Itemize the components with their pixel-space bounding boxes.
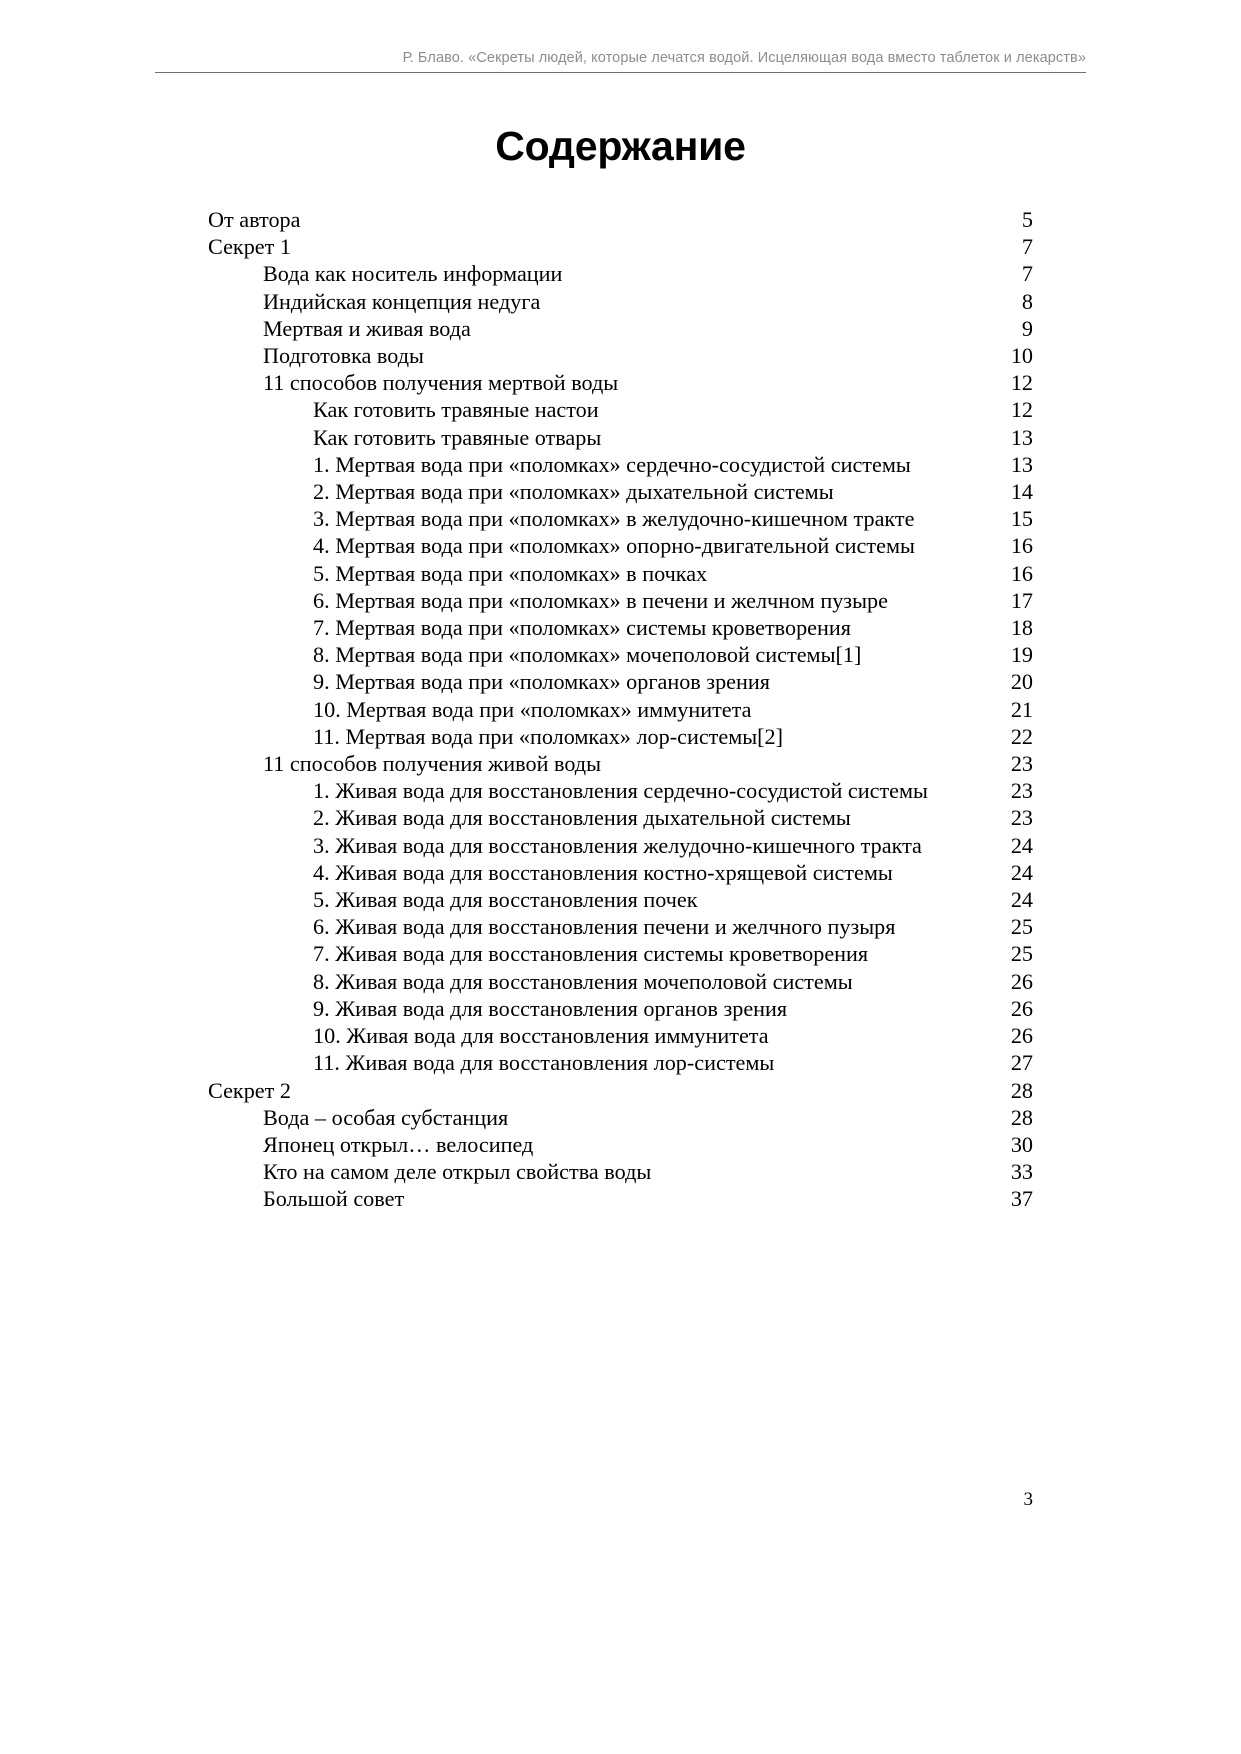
toc-entry[interactable]: [208, 832, 1033, 859]
toc-entry-page-number: 13: [1010, 424, 1033, 450]
toc-entry-label: 10. Живая вода для восстановления иммунитета: [313, 1023, 769, 1049]
toc-entry-label: Как готовить травяные отвары: [313, 424, 602, 450]
toc-entry-label: 8. Живая вода для восстановления мочеполовой системы: [313, 968, 853, 994]
toc-entry[interactable]: [208, 342, 1033, 369]
toc-entry-page-number: 23: [1010, 778, 1033, 804]
toc-entry-label: Большой совет: [263, 1186, 405, 1212]
toc-entry[interactable]: [208, 859, 1033, 886]
toc-entry-label: Японец открыл… велосипед: [263, 1131, 534, 1157]
toc-entry[interactable]: [208, 777, 1033, 804]
toc-entry-page-number: 23: [1010, 751, 1033, 777]
toc-entry-label: 11 способов получения живой воды: [263, 751, 601, 777]
toc-entry-label: 3. Мертвая вода при «поломках» в желудочно-кишечном тракте: [313, 506, 915, 532]
toc-entry-page-number: 7: [1021, 261, 1033, 287]
toc-entry-label: Кто на самом деле открыл свойства воды: [263, 1159, 652, 1185]
toc-entry-page-number: 30: [1010, 1131, 1033, 1157]
toc-entry-page-number: 21: [1010, 696, 1033, 722]
toc-entry-label: Как готовить травяные настои: [313, 397, 599, 423]
toc-entry-page-number: 9: [1021, 315, 1033, 341]
toc-entry-page-number: 25: [1010, 941, 1033, 967]
toc-entry-label: 5. Живая вода для восстановления почек: [313, 887, 698, 913]
toc-entry[interactable]: [208, 1104, 1033, 1131]
toc-entry-page-number: 27: [1010, 1050, 1033, 1076]
toc-entry-page-number: 23: [1010, 805, 1033, 831]
toc-entry-label: 5. Мертвая вода при «поломках» в почках: [313, 560, 708, 586]
toc-entry[interactable]: [208, 560, 1033, 587]
toc-entry-label: Секрет 1: [208, 234, 291, 260]
toc-entry-page-number: 26: [1010, 995, 1033, 1021]
toc-entry[interactable]: [208, 668, 1033, 695]
toc-entry-label: 2. Живая вода для восстановления дыхательной системы: [313, 805, 851, 831]
toc-entry-label: 7. Живая вода для восстановления системы кроветворения: [313, 941, 869, 967]
toc-entry-page-number: 25: [1010, 914, 1033, 940]
toc-entry-label: 11 способов получения мертвой воды: [263, 370, 619, 396]
toc-entry-label: 8. Мертвая вода при «поломках» мочеполовой системы[1]: [313, 642, 862, 668]
toc-entry-page-number: 14: [1010, 479, 1033, 505]
toc-entry[interactable]: [208, 750, 1033, 777]
toc-entry-page-number: 18: [1010, 615, 1033, 641]
toc-entry-label: 11. Мертвая вода при «поломках» лор-системы[2]: [313, 723, 784, 749]
toc-entry[interactable]: [208, 396, 1033, 423]
toc-entry-page-number: 24: [1010, 887, 1033, 913]
toc-entry-label: 6. Мертвая вода при «поломках» в печени и желчном пузыре: [313, 587, 888, 613]
toc-entry[interactable]: [208, 1049, 1033, 1076]
table-of-contents: [208, 206, 1033, 1213]
page-title: Содержание: [495, 123, 746, 169]
toc-entry-page-number: 26: [1010, 968, 1033, 994]
toc-entry[interactable]: [208, 1022, 1033, 1049]
toc-entry-page-number: 28: [1010, 1077, 1033, 1103]
toc-entry[interactable]: [208, 804, 1033, 831]
toc-entry-label: 9. Мертвая вода при «поломках» органов зрения: [313, 669, 770, 695]
toc-entry-page-number: 7: [1021, 234, 1033, 260]
toc-entry-page-number: 12: [1010, 397, 1033, 423]
toc-entry-page-number: 5: [1021, 207, 1033, 232]
toc-entry[interactable]: [208, 233, 1033, 260]
toc-entry[interactable]: [208, 505, 1033, 532]
toc-entry-page-number: 24: [1010, 859, 1033, 885]
toc-entry-page-number: 16: [1010, 533, 1033, 559]
toc-entry-label: 4. Мертвая вода при «поломках» опорно-двигательной системы: [313, 533, 915, 559]
toc-entry-label: 6. Живая вода для восстановления печени и желчного пузыря: [313, 914, 896, 940]
toc-entry-label: 11. Живая вода для восстановления лор-системы: [313, 1050, 775, 1076]
header-divider: [155, 72, 1086, 73]
toc-entry[interactable]: [208, 696, 1033, 723]
toc-entry-page-number: 22: [1010, 723, 1033, 749]
toc-entry-page-number: 8: [1021, 288, 1033, 314]
toc-entry[interactable]: [208, 206, 1033, 233]
running-header-text: Р. Блаво. «Секреты людей, которые лечатся водой. Исцеляющая вода вместо таблеток и лекарств»: [402, 50, 1086, 66]
toc-entry-page-number: 10: [1010, 343, 1033, 369]
toc-entry-label: 1. Живая вода для восстановления сердечно-сосудистой системы: [313, 778, 928, 804]
toc-entry-label: Вода – особая субстанция: [263, 1104, 509, 1130]
toc-entry-label: От автора: [208, 207, 301, 232]
toc-entry[interactable]: [208, 315, 1033, 342]
toc-entry[interactable]: [208, 260, 1033, 287]
toc-entry[interactable]: [208, 1077, 1033, 1104]
toc-entry[interactable]: [208, 369, 1033, 396]
toc-entry-label: Секрет 2: [208, 1077, 291, 1103]
toc-entry-page-number: 17: [1010, 587, 1033, 613]
page-folio: 3: [1023, 1489, 1033, 1510]
toc-entry-label: 4. Живая вода для восстановления костно-хрящевой системы: [313, 859, 893, 885]
toc-entry[interactable]: [208, 1185, 1033, 1212]
toc-entry-page-number: 33: [1010, 1159, 1033, 1185]
toc-entry-label: 2. Мертвая вода при «поломках» дыхательной системы: [313, 479, 834, 505]
toc-entry[interactable]: [208, 940, 1033, 967]
toc-entry[interactable]: [208, 913, 1033, 940]
toc-entry[interactable]: [208, 1131, 1033, 1158]
toc-entry[interactable]: [208, 451, 1033, 478]
toc-entry-page-number: 15: [1010, 506, 1033, 532]
toc-entry-label: 1. Мертвая вода при «поломках» сердечно-сосудистой системы: [313, 451, 911, 477]
toc-entry[interactable]: [208, 723, 1033, 750]
toc-entry-page-number: 12: [1010, 370, 1033, 396]
toc-entry-label: 9. Живая вода для восстановления органов зрения: [313, 995, 788, 1021]
toc-entry-page-number: 19: [1010, 642, 1033, 668]
toc-entry-page-number: 13: [1010, 451, 1033, 477]
toc-entry[interactable]: [208, 424, 1033, 451]
toc-entry[interactable]: [208, 995, 1033, 1022]
toc-entry-label: Подготовка воды: [263, 343, 424, 369]
toc-entry-page-number: 16: [1010, 560, 1033, 586]
toc-entry[interactable]: [208, 614, 1033, 641]
toc-entry-label: Вода как носитель информации: [263, 261, 563, 287]
toc-entry[interactable]: [208, 532, 1033, 559]
toc-entry-page-number: 26: [1010, 1023, 1033, 1049]
toc-entry-label: 7. Мертвая вода при «поломках» системы кроветворения: [313, 615, 851, 641]
running-header: [155, 50, 1086, 73]
toc-entry-label: 3. Живая вода для восстановления желудочно-кишечного тракта: [313, 832, 922, 858]
toc-entry-label: Индийская концепция недуга: [263, 288, 541, 314]
toc-entry[interactable]: [208, 886, 1033, 913]
toc-entry[interactable]: [208, 478, 1033, 505]
toc-entry-page-number: 24: [1010, 832, 1033, 858]
toc-entry[interactable]: [208, 1158, 1033, 1185]
toc-entry-page-number: 37: [1010, 1186, 1033, 1212]
toc-entry-label: Мертвая и живая вода: [263, 315, 471, 341]
toc-entry[interactable]: [208, 587, 1033, 614]
toc-entry[interactable]: [208, 968, 1033, 995]
toc-entry-page-number: 20: [1010, 669, 1033, 695]
toc-entry-label: 10. Мертвая вода при «поломках» иммунитета: [313, 696, 752, 722]
toc-entry[interactable]: [208, 641, 1033, 668]
toc-entry-page-number: 28: [1010, 1104, 1033, 1130]
toc-entry[interactable]: [208, 288, 1033, 315]
